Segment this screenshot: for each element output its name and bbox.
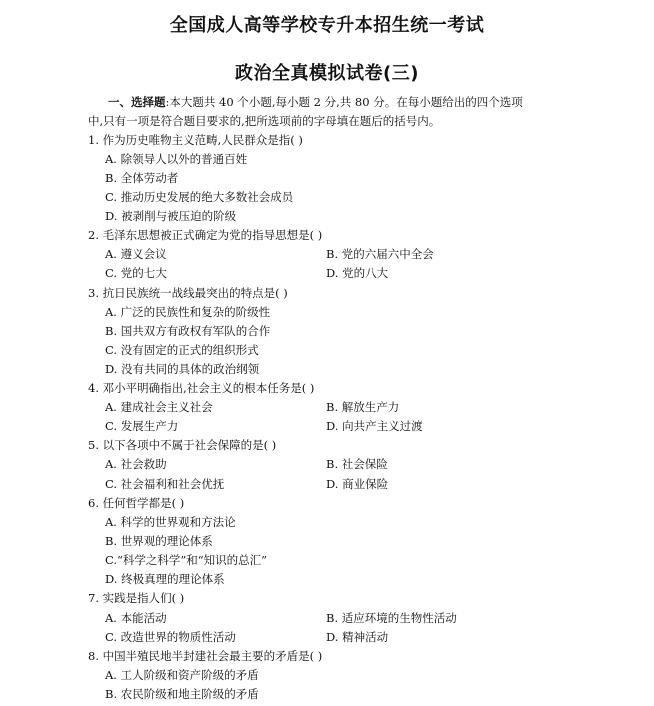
question-5-option-d: D. 商业保险 — [326, 477, 389, 491]
question-7-option-c: C. 改造世界的物质性活动 — [105, 630, 236, 644]
question-7-stem: 7. 实践是指人们( ) — [88, 591, 185, 605]
section-instructions — [88, 93, 628, 112]
question-5-option-c: C. 社会福利和社会优抚 — [105, 477, 225, 491]
question-2-option-d: D. 党的八大 — [326, 266, 389, 280]
question-7-option-a: A. 本能活动 — [105, 611, 167, 625]
question-3-stem: 3. 抗日民族统一战线最突出的特点是( ) — [88, 286, 288, 300]
question-6-stem: 6. 任何哲学都是( ) — [88, 496, 185, 510]
question-3-option-c: C. 没有固定的正式的组织形式 — [105, 343, 259, 357]
question-1-option-a: A. 除领导人以外的普通百姓 — [105, 152, 248, 166]
question-6-option-d: D. 终极真理的理论体系 — [105, 572, 225, 586]
paper-title: 政治全真模拟试卷(三) — [235, 63, 419, 84]
question-5-stem: 5. 以下各项中不属于社会保障的是( ) — [88, 438, 277, 452]
question-1-stem: 1. 作为历史唯物主义范畴,人民群众是指( ) — [88, 133, 303, 147]
question-4-stem: 4. 邓小平明确指出,社会主义的根本任务是( ) — [88, 381, 315, 395]
question-2-option-b: B. 党的六届六中全会 — [326, 247, 434, 261]
question-1-option-b: B. 全体劳动者 — [105, 171, 179, 185]
question-8-stem: 8. 中国半殖民地半封建社会最主要的矛盾是( ) — [88, 649, 323, 663]
question-5-option-b: B. 社会保险 — [326, 457, 388, 471]
question-6-option-b: B. 世界观的理论体系 — [105, 534, 213, 548]
question-7-option-b: B. 适应环境的生物性活动 — [326, 611, 457, 625]
instructions-line-2: 中,只有一项是符合题目要求的,把所选项前的字母填在题后的括号内。 — [88, 114, 441, 128]
question-1-option-c: C. 推动历史发展的绝大多数社会成员 — [105, 190, 294, 204]
instructions-line-1: :本大题共 40 个小题,每小题 2 分,共 80 分。在每小题给出的四个选项 — [165, 95, 523, 109]
question-8-option-b: B. 农民阶级和地主阶级的矛盾 — [105, 687, 259, 701]
question-3-option-b: B. 国共双方有政权有军队的合作 — [105, 324, 271, 338]
question-4-option-d: D. 向共产主义过渡 — [326, 419, 423, 433]
question-6-option-a: A. 科学的世界观和方法论 — [105, 515, 236, 529]
question-3-option-a: A. 广泛的民族性和复杂的阶级性 — [105, 305, 271, 319]
question-2-option-c: C. 党的七大 — [105, 266, 167, 280]
question-5-option-a: A. 社会救助 — [105, 457, 167, 471]
question-8-option-a: A. 工人阶级和资产阶级的矛盾 — [105, 668, 259, 682]
question-1-option-d: D. 被剥削与被压迫的阶级 — [105, 209, 237, 223]
exam-title: 全国成人高等学校专升本招生统一考试 — [169, 15, 485, 36]
question-4-option-a: A. 建成社会主义社会 — [105, 400, 213, 414]
section-heading: 一、选择题 — [108, 95, 166, 109]
question-2-option-a: A. 遵义会议 — [105, 247, 167, 261]
question-4-option-c: C. 发展生产力 — [105, 419, 179, 433]
question-6-option-c: C.“科学之科学”和“知识的总汇” — [105, 553, 268, 567]
question-7-option-d: D. 精神活动 — [326, 630, 389, 644]
question-3-option-d: D. 没有共同的具体的政治纲领 — [105, 362, 260, 376]
question-2-stem: 2. 毛泽东思想被正式确定为党的指导思想是( ) — [88, 228, 323, 242]
question-4-option-b: B. 解放生产力 — [326, 400, 400, 414]
